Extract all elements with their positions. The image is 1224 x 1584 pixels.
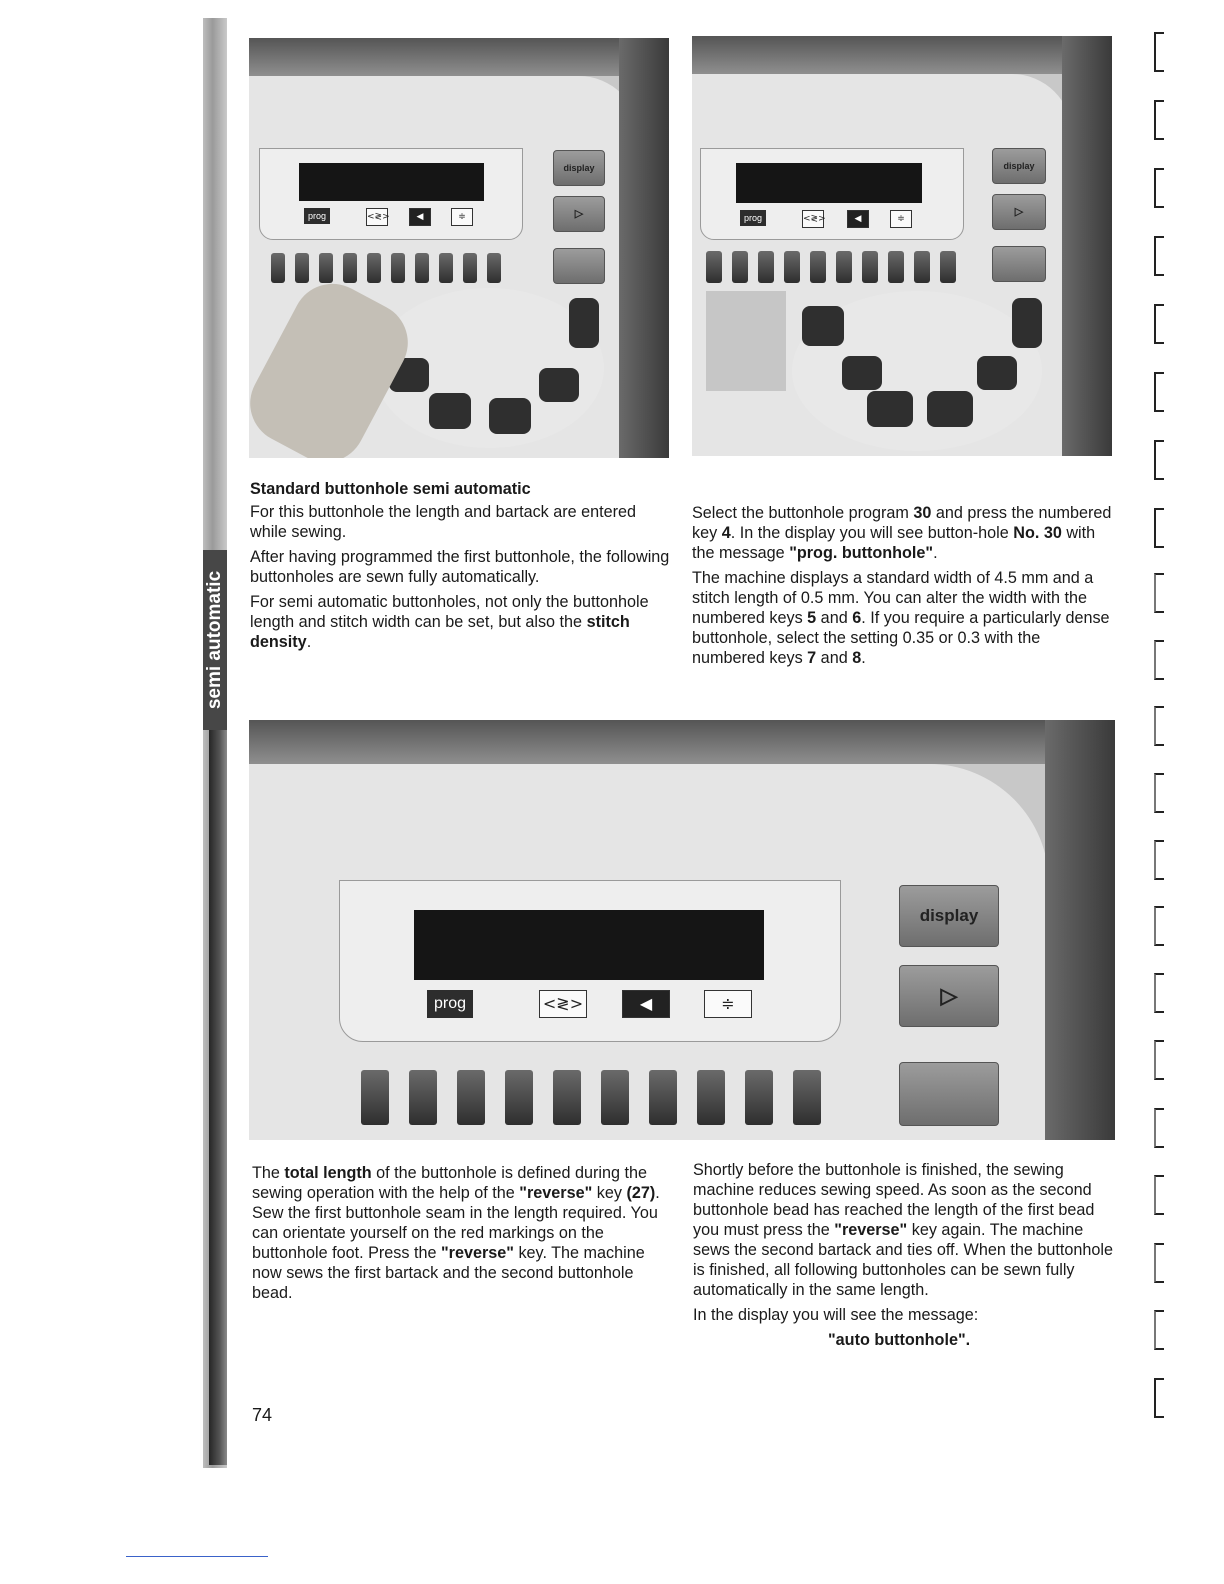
text-left-bottom [252,1163,677,1308]
binding-mark [1154,640,1164,680]
footer-rule [126,1556,268,1557]
binding-mark [1154,840,1164,880]
paragraph: The total length of the buttonhole is defined during the sewing operation with the help of the "reverse" key (27). Sew the first buttonhole seam in the length required. You can orientate yourself on the red markings on the buttonhole foot. Press the "reverse" key. The machine now sews the first bartack and the second buttonhole bead. [252,1164,660,1302]
text-right-top [692,503,1117,673]
binding-mark [1154,168,1164,208]
binding-mark [1154,1310,1164,1350]
binding-mark [1154,32,1164,72]
paragraph: For semi automatic buttonholes, not only the buttonhole length and stitch width can be set, but also the stitch density. [250,593,649,651]
binding-mark [1154,573,1164,613]
binding-mark [1154,1243,1164,1283]
paragraph: After having programmed the first buttonhole, the following buttonholes are sewn fully automatically. [250,548,670,586]
message-text: "auto buttonhole". [828,1331,971,1349]
side-tab [203,550,227,730]
binding-mark [1154,906,1164,946]
width-symbol-icon: <≷> [802,210,824,228]
prog-key: prog [740,210,766,226]
binding-mark [1154,236,1164,276]
stitch-length-icon: ≑ [890,210,912,228]
paragraph: For this buttonhole the length and bartack are entered while sewing. [250,503,637,541]
binding-mark [1154,372,1164,412]
binding-mark [1154,706,1164,746]
clear-key: ▷ [553,196,605,232]
display-key: display [899,885,999,947]
binding-mark [1154,100,1164,140]
photo-control-panel-closeup [249,720,1115,1140]
display-key: display [992,148,1046,184]
side-strip-shadow [209,730,227,1465]
photo-control-panel-hand [249,38,669,458]
prog-key: prog [304,208,330,224]
text-right-bottom [693,1160,1118,1355]
memory-key [992,246,1046,282]
clear-key: ▷ [992,194,1046,230]
binding-mark [1154,440,1164,480]
binding-mark [1154,1108,1164,1148]
display-key: display [553,150,605,186]
side-tab-label: semi automatic [204,570,225,710]
binding-mark [1154,1040,1164,1080]
paragraph: The machine displays a standard width of 4.5 mm and a stitch length of 0.5 mm. You can alter the width with the numbered keys 5 and 6. If you require a particularly dense buttonhole, select the setting 0.35 or 0.3 with the numbered keys 7 and 8. [692,569,1110,667]
clear-key: ▷ [899,965,999,1027]
needle-position-icon: ◀ [409,208,431,226]
paragraph: Shortly before the buttonhole is finished, the sewing machine reduces sewing speed. As soon as the second buttonhole bead has reached the length of the first bead you must press the "reverse" key again. The machine sews the second bartack and ties off. When the buttonhole is finished, all following buttonholes can be sewn fully automatically in the same length. [693,1161,1113,1299]
needle-position-icon: ◀ [847,210,869,228]
binding-mark [1154,1378,1164,1418]
page-number: 74 [252,1405,273,1425]
memory-key [553,248,605,284]
binding-mark [1154,304,1164,344]
section-heading: Standard buttonhole semi automatic [250,480,531,498]
binding-mark [1154,773,1164,813]
paragraph: In the display you will see the message: [693,1306,979,1324]
needle-position-icon: ◀ [622,990,670,1018]
text-left-top [250,479,670,657]
memory-key [899,1062,999,1126]
binding-mark [1154,1175,1164,1215]
paragraph: Select the buttonhole program 30 and press the numbered key 4. In the display you will see button-hole No. 30 with the message "prog. buttonhole". [692,504,1112,562]
binding-mark [1154,973,1164,1013]
width-symbol-icon: <≷> [366,208,388,226]
binding-mark [1154,508,1164,548]
width-symbol-icon: <≷> [539,990,587,1018]
stitch-length-icon: ≑ [451,208,473,226]
photo-control-panel [692,36,1112,456]
prog-key: prog [427,990,473,1018]
stitch-length-icon: ≑ [704,990,752,1018]
